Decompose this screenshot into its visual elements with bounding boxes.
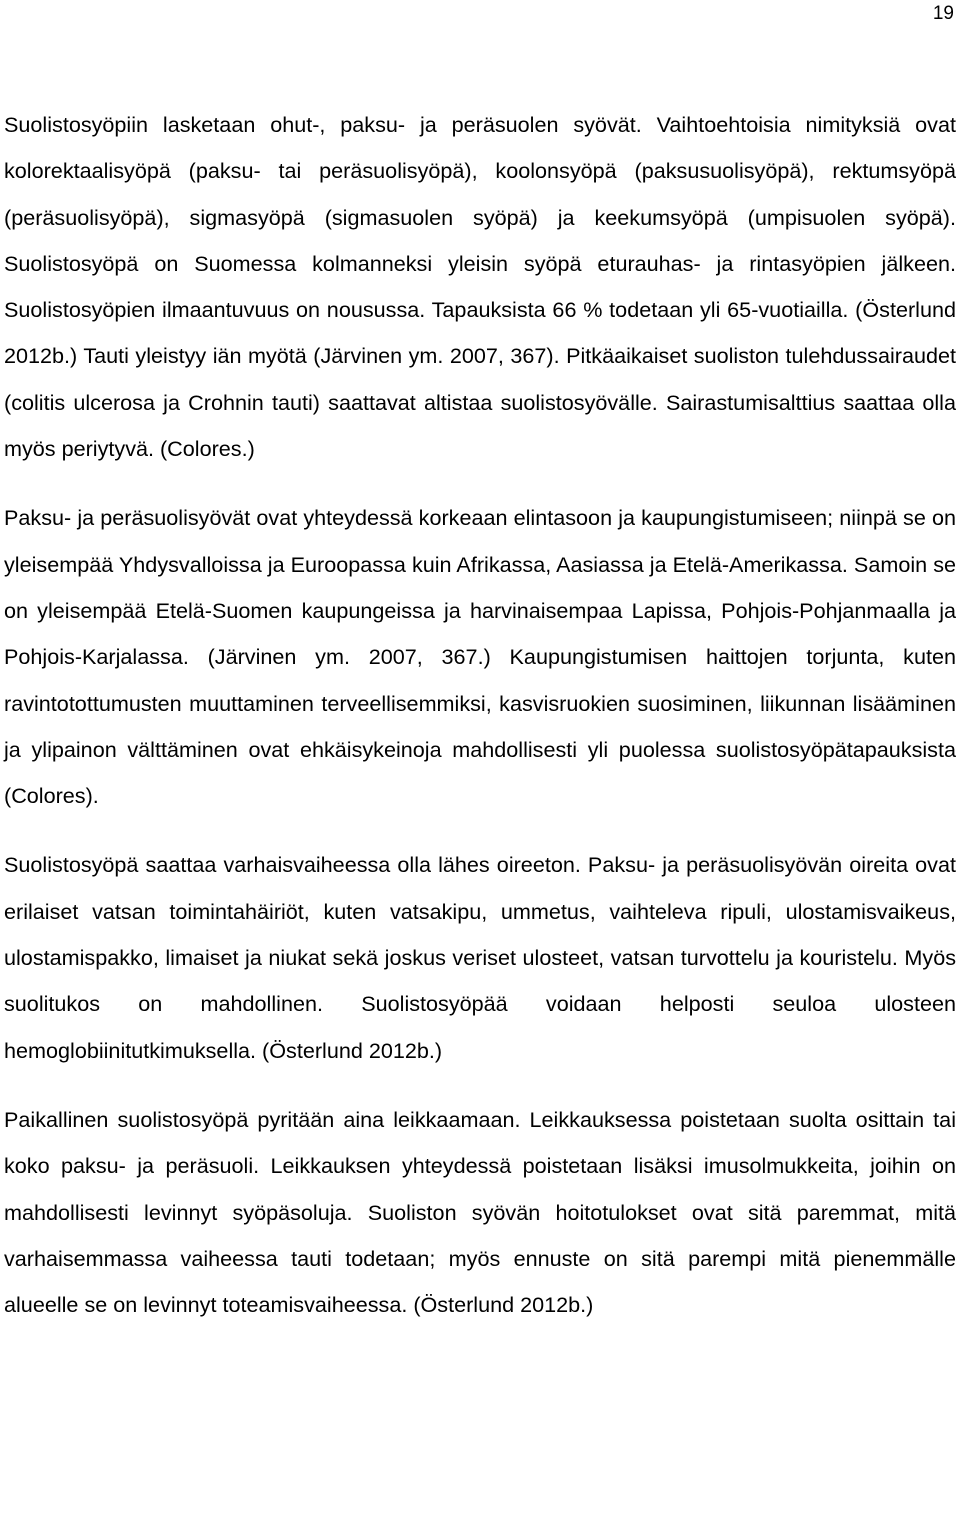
paragraph-intro: Suolistosyöpiin lasketaan ohut-, paksu- ja peräsuolen syövät. Vaihtoehtoisia nimityksiä ovat kolorektaalisyöpä (paksu- tai peräsuolisyöpä), koolonsyöpä (paksusuolisyöpä), rektumsyöpä (peräsuolisyöpä), sigmasyöpä (sigmasuolen syöpä) ja keekumsyöpä (umpisuolen syöpä). Suolistosyöpä on Suomessa kolmanneksi yleisin syöpä eturauhas- ja rintasyöpien jälkeen. Suolistosyöpien ilmaantuvuus on nousussa. Tapauksista 66 % todetaan yli 65-vuotiailla. (Österlund 2012b.) Tauti yleistyy iän myötä (Järvinen ym. 2007, 367). Pitkäaikaiset suoliston tulehdussairaudet (colitis ulcerosa ja Crohnin tauti) saattavat altistaa suolistosyövälle. Sairastumisalttius saattaa olla myös periytyvä. (Colores.): [4, 112, 956, 462]
page-number: 19: [932, 3, 954, 24]
paragraph-urbanization: Paksu- ja peräsuolisyövät ovat yhteydessä korkeaan elintasoon ja kaupungistumiseen; niinpä se on yleisempää Yhdysvalloissa ja Euroopassa kuin Afrikassa, Aasiassa ja Etelä-Amerikassa. Samoin se on yleisempää Etelä-Suomen kaupungeissa ja harvinaisempaa Lapissa, Pohjois-Pohjanmaalla ja Pohjois-Karjalassa. (Järvinen ym. 2007, 367.) Kaupungistumisen haittojen torjunta, kuten ravintotottumusten muuttaminen terveellisemmiksi, kasvisruokien suosiminen, liikunnan lisääminen ja ylipainon välttäminen ovat ehkäisykeinoja mahdollisesti yli puolessa suolistosyöpätapauksista (Colores).: [4, 505, 956, 809]
paragraph-symptoms: Suolistosyöpä saattaa varhaisvaiheessa olla lähes oireeton. Paksu- ja peräsuolisyövän oireita ovat erilaiset vatsan toimintahäiriöt, kuten vatsakipu, ummetus, vaihteleva ripuli, ulostamisvaikeus, ulostamispakko, limaiset ja niukat sekä joskus veriset ulosteet, vatsan turvottelu ja kouristelu. Myös suolitukos on mahdollinen. Suolistosyöpää voidaan helposti seuloa ulosteen hemoglobiinitutkimuksella. (Österlund 2012b.): [4, 852, 956, 1063]
paragraph-treatment: Paikallinen suolistosyöpä pyritään aina leikkaamaan. Leikkauksessa poistetaan suolta osittain tai koko paksu- ja peräsuoli. Leikkauksen yhteydessä poistetaan lisäksi imusolmukkeita, joihin on mahdollisesti levinnyt syöpäsoluja. Suoliston syövän hoitotulokset ovat sitä paremmat, mitä varhaisemmassa vaiheessa tauti todetaan; myös ennuste on sitä parempi mitä pienemmälle alueelle se on levinnyt toteamisvaiheessa. (Österlund 2012b.): [4, 1106, 956, 1318]
body-text: [4, 102, 956, 1328]
